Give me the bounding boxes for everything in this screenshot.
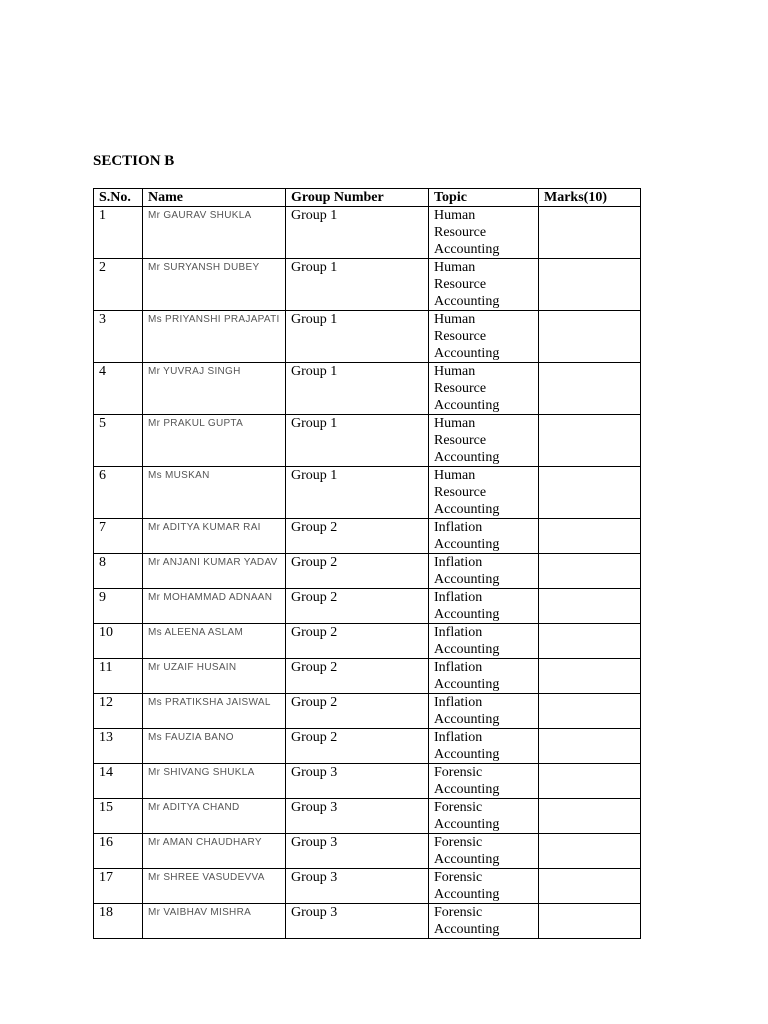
topic-line: Accounting (434, 398, 500, 413)
topic-line: Accounting (434, 294, 500, 309)
topic-line: Accounting (434, 922, 500, 937)
topic-line: Accounting (434, 642, 500, 657)
table-row (94, 659, 641, 694)
table-row (94, 554, 641, 589)
topic-line: Inflation (434, 520, 483, 535)
topic-cell (429, 799, 539, 834)
topic-line: Inflation (434, 695, 483, 710)
topic-line: Human (434, 416, 476, 431)
topic-cell (429, 415, 539, 467)
name-cell: Mr PRAKUL GUPTA (143, 415, 286, 467)
group-cell: Group 1 (286, 415, 429, 467)
marks-cell (539, 659, 641, 694)
topic-line: Human (434, 208, 476, 223)
group-cell: Group 1 (286, 259, 429, 311)
topic-line: Accounting (434, 450, 500, 465)
sno-cell: 6 (94, 467, 143, 519)
topic-line: Accounting (434, 242, 500, 257)
topic-line: Inflation (434, 590, 483, 605)
group-cell: Group 2 (286, 519, 429, 554)
topic-line: Resource (434, 381, 487, 396)
table-row (94, 834, 641, 869)
topic-line: Resource (434, 485, 487, 500)
group-cell: Group 2 (286, 659, 429, 694)
name-cell: Mr YUVRAJ SINGH (143, 363, 286, 415)
sno-cell: 10 (94, 624, 143, 659)
table-row (94, 764, 641, 799)
topic-line: Accounting (434, 572, 500, 587)
sno-cell: 2 (94, 259, 143, 311)
group-cell: Group 1 (286, 207, 429, 259)
table-row (94, 869, 641, 904)
topic-line: Accounting (434, 712, 500, 727)
sno-cell: 4 (94, 363, 143, 415)
name-cell: Mr GAURAV SHUKLA (143, 207, 286, 259)
topic-cell (429, 207, 539, 259)
topic-line: Human (434, 468, 476, 483)
topic-cell (429, 694, 539, 729)
group-cell: Group 2 (286, 729, 429, 764)
table-row (94, 904, 641, 939)
name-cell: Ms FAUZIA BANO (143, 729, 286, 764)
topic-cell (429, 729, 539, 764)
marks-cell (539, 363, 641, 415)
topic-line: Resource (434, 225, 487, 240)
topic-cell (429, 311, 539, 363)
topic-line: Accounting (434, 537, 500, 552)
marks-cell (539, 799, 641, 834)
group-cell: Group 1 (286, 467, 429, 519)
table-row (94, 311, 641, 363)
topic-line: Inflation (434, 555, 483, 570)
sno-cell: 16 (94, 834, 143, 869)
group-cell: Group 1 (286, 311, 429, 363)
table-row (94, 729, 641, 764)
marks-cell (539, 869, 641, 904)
topic-cell (429, 834, 539, 869)
topic-line: Accounting (434, 852, 500, 867)
name-cell: Mr SHREE VASUDEVVA (143, 869, 286, 904)
marks-cell (539, 519, 641, 554)
name-cell: Mr SHIVANG SHUKLA (143, 764, 286, 799)
group-cell: Group 3 (286, 869, 429, 904)
marks-cell (539, 207, 641, 259)
topic-cell (429, 554, 539, 589)
topic-line: Resource (434, 433, 487, 448)
topic-line: Accounting (434, 887, 500, 902)
topic-line: Accounting (434, 817, 500, 832)
header-name: Name (143, 189, 286, 207)
topic-line: Accounting (434, 607, 500, 622)
group-cell: Group 3 (286, 834, 429, 869)
table-row (94, 519, 641, 554)
topic-line: Resource (434, 277, 487, 292)
group-cell: Group 3 (286, 764, 429, 799)
topic-line: Accounting (434, 747, 500, 762)
topic-cell (429, 363, 539, 415)
topic-cell (429, 589, 539, 624)
topic-line: Forensic (434, 765, 483, 780)
name-cell: Mr ADITYA KUMAR RAI (143, 519, 286, 554)
sno-cell: 13 (94, 729, 143, 764)
sno-cell: 1 (94, 207, 143, 259)
topic-cell (429, 519, 539, 554)
marks-cell (539, 764, 641, 799)
name-cell: Mr VAIBHAV MISHRA (143, 904, 286, 939)
sno-cell: 17 (94, 869, 143, 904)
topic-line: Inflation (434, 730, 483, 745)
table-row (94, 259, 641, 311)
topic-line: Forensic (434, 905, 483, 920)
name-cell: Ms PRIYANSHI PRAJAPATI (143, 311, 286, 363)
header-group: Group Number (286, 189, 429, 207)
sno-cell: 18 (94, 904, 143, 939)
marks-cell (539, 467, 641, 519)
table-row (94, 799, 641, 834)
sno-cell: 7 (94, 519, 143, 554)
topic-cell (429, 259, 539, 311)
topic-cell (429, 764, 539, 799)
topic-line: Accounting (434, 677, 500, 692)
marks-cell (539, 729, 641, 764)
marks-cell (539, 694, 641, 729)
topic-cell (429, 659, 539, 694)
sno-cell: 11 (94, 659, 143, 694)
table-row (94, 363, 641, 415)
topic-cell (429, 869, 539, 904)
name-cell: Ms ALEENA ASLAM (143, 624, 286, 659)
sno-cell: 15 (94, 799, 143, 834)
header-row (94, 189, 641, 207)
table-row (94, 467, 641, 519)
sno-cell: 8 (94, 554, 143, 589)
topic-line: Human (434, 260, 476, 275)
table-row (94, 415, 641, 467)
sno-cell: 14 (94, 764, 143, 799)
marks-cell (539, 311, 641, 363)
group-cell: Group 2 (286, 694, 429, 729)
sno-cell: 5 (94, 415, 143, 467)
header-marks: Marks(10) (539, 189, 641, 207)
section-title: SECTION B (93, 153, 175, 169)
topic-line: Forensic (434, 870, 483, 885)
marks-cell (539, 589, 641, 624)
marks-cell (539, 834, 641, 869)
topic-line: Forensic (434, 835, 483, 850)
marks-cell (539, 624, 641, 659)
group-cell: Group 3 (286, 799, 429, 834)
topic-line: Accounting (434, 502, 500, 517)
table-row (94, 207, 641, 259)
name-cell: Mr ADITYA CHAND (143, 799, 286, 834)
roster-table (93, 188, 641, 939)
topic-cell (429, 467, 539, 519)
topic-cell (429, 904, 539, 939)
marks-cell (539, 554, 641, 589)
topic-line: Accounting (434, 346, 500, 361)
marks-cell (539, 904, 641, 939)
topic-line: Forensic (434, 800, 483, 815)
name-cell: Mr ANJANI KUMAR YADAV (143, 554, 286, 589)
topic-line: Accounting (434, 782, 500, 797)
name-cell: Mr AMAN CHAUDHARY (143, 834, 286, 869)
name-cell: Mr MOHAMMAD ADNAAN (143, 589, 286, 624)
roster-body (94, 207, 641, 939)
topic-line: Inflation (434, 625, 483, 640)
name-cell: Ms MUSKAN (143, 467, 286, 519)
topic-cell (429, 624, 539, 659)
sno-cell: 12 (94, 694, 143, 729)
table-row (94, 624, 641, 659)
name-cell: Mr UZAIF HUSAIN (143, 659, 286, 694)
marks-cell (539, 415, 641, 467)
table-row (94, 589, 641, 624)
marks-cell (539, 259, 641, 311)
header-sno: S.No. (94, 189, 143, 207)
group-cell: Group 1 (286, 363, 429, 415)
header-topic: Topic (429, 189, 539, 207)
group-cell: Group 3 (286, 904, 429, 939)
group-cell: Group 2 (286, 624, 429, 659)
topic-line: Resource (434, 329, 487, 344)
group-cell: Group 2 (286, 554, 429, 589)
topic-line: Human (434, 312, 476, 327)
name-cell: Mr SURYANSH DUBEY (143, 259, 286, 311)
table-row (94, 694, 641, 729)
sno-cell: 3 (94, 311, 143, 363)
topic-line: Inflation (434, 660, 483, 675)
sno-cell: 9 (94, 589, 143, 624)
group-cell: Group 2 (286, 589, 429, 624)
name-cell: Ms PRATIKSHA JAISWAL (143, 694, 286, 729)
topic-line: Human (434, 364, 476, 379)
